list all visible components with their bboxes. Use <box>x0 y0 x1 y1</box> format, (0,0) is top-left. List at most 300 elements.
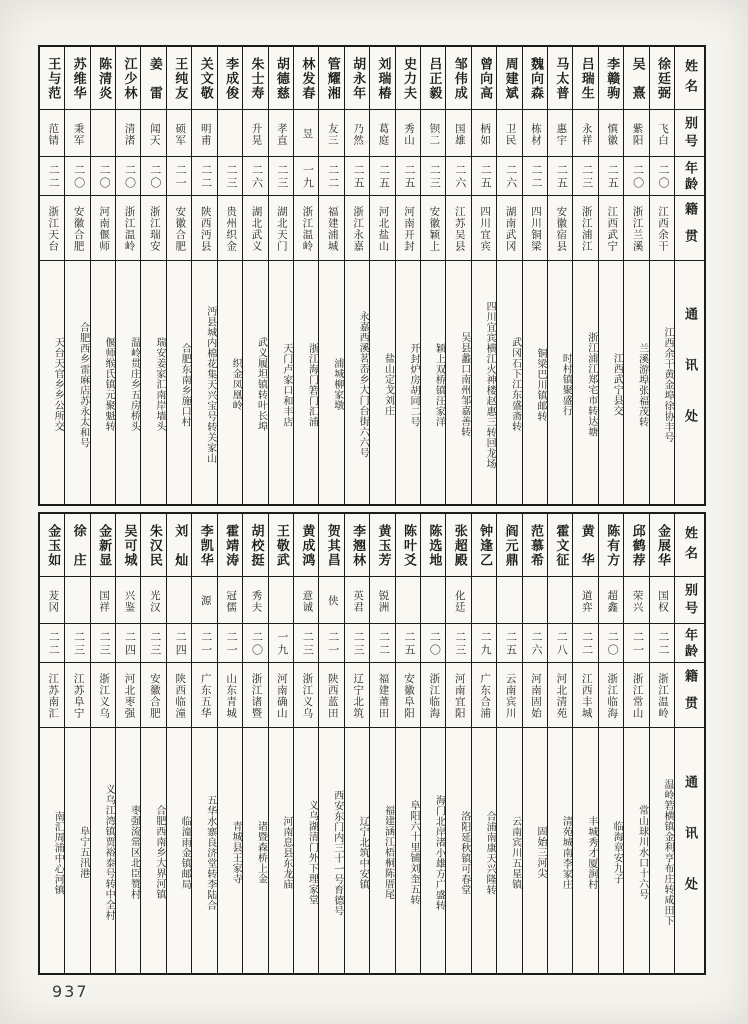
person-address: 合浦南康天兴隆转 <box>484 810 496 895</box>
header-native-place: 籍贯 <box>675 663 704 728</box>
person-alias: 硕军 <box>167 110 191 157</box>
person-name: 苏维华 <box>65 47 89 110</box>
person-native-place: 浙江常山 <box>624 663 648 728</box>
person-native-place: 河南偃师 <box>91 196 115 261</box>
person-name: 霍文征 <box>548 514 572 577</box>
header-address: 通讯处 <box>682 307 697 460</box>
person-age: 二一 <box>624 624 648 663</box>
person-name: 吕瑞生 <box>573 47 597 110</box>
person-age: 二六 <box>243 157 267 196</box>
person-age: 二三 <box>294 624 318 663</box>
person-age: 二〇 <box>65 157 89 196</box>
person-age: 二二 <box>319 157 343 196</box>
person-column <box>649 47 674 504</box>
directory-table-top <box>38 45 706 506</box>
person-age: 二五 <box>396 624 420 663</box>
person-name: 黄 华 <box>573 514 597 577</box>
person-address: 常山球川水口十六号 <box>636 805 648 900</box>
person-alias: 秀山 <box>396 110 420 157</box>
person-alias <box>523 577 547 624</box>
person-address: 天门卢家口和丰店 <box>280 342 292 427</box>
person-name: 张超殿 <box>446 514 470 577</box>
person-column <box>64 514 89 973</box>
person-age: 二三 <box>573 157 597 196</box>
person-native-place: 浙江天台 <box>40 196 64 261</box>
person-alias: 国祥 <box>91 577 115 624</box>
person-column <box>623 47 648 504</box>
person-name: 王与范 <box>40 47 64 110</box>
person-native-place: 陕西临潼 <box>167 663 191 728</box>
person-age: 二一 <box>192 624 216 663</box>
person-column <box>191 514 216 973</box>
person-native-place: 浙江临海 <box>421 663 445 728</box>
person-age: 二六 <box>446 157 470 196</box>
person-column <box>649 514 674 973</box>
person-native-place: 安徽合肥 <box>141 663 165 728</box>
person-alias: 葛庭 <box>370 110 394 157</box>
person-alias: 孝直 <box>269 110 293 157</box>
person-native-place: 陕西蓝田 <box>319 663 343 728</box>
person-address: 温岭贯庄乡五房桥头 <box>128 337 140 432</box>
person-column <box>268 514 293 973</box>
person-name: 王敬武 <box>269 514 293 577</box>
person-age: 二五 <box>370 157 394 196</box>
person-column <box>471 47 496 504</box>
person-alias: 昱 <box>294 110 318 157</box>
person-alias <box>65 577 89 624</box>
person-name: 金玉如 <box>40 514 64 577</box>
person-column <box>445 47 470 504</box>
person-alias: 友三 <box>319 110 343 157</box>
person-alias: 源 <box>192 577 216 624</box>
person-age: 二〇 <box>91 157 115 196</box>
person-address: 开封炉房胡同二号 <box>407 342 419 427</box>
person-column <box>115 47 140 504</box>
header-age: 年龄 <box>675 624 704 663</box>
person-age: 二八 <box>548 624 572 663</box>
person-column <box>395 514 420 973</box>
person-alias: 清渚 <box>116 110 140 157</box>
person-native-place: 浙江义乌 <box>294 663 318 728</box>
person-native-place: 四川宜宾 <box>472 196 496 261</box>
person-native-place: 浙江温岭 <box>294 196 318 261</box>
person-age: 二〇 <box>650 157 674 196</box>
person-name: 李赣驹 <box>599 47 623 110</box>
person-age: 二二 <box>40 157 64 196</box>
person-alias: 飞白 <box>650 110 674 157</box>
person-alias: 荣兴 <box>624 577 648 624</box>
person-address: 枣强流常区北臣赞村 <box>128 805 140 900</box>
person-name: 朱士寿 <box>243 47 267 110</box>
person-alias: 永祥 <box>573 110 597 157</box>
person-age: 二三 <box>218 157 242 196</box>
person-native-place: 四川铜梁 <box>523 196 547 261</box>
person-alias: 英君 <box>345 577 369 624</box>
person-name: 王纯友 <box>167 47 191 110</box>
person-address: 织金凤凰岭 <box>230 358 242 411</box>
person-name: 胡永年 <box>345 47 369 110</box>
person-name: 江少林 <box>116 47 140 110</box>
person-native-place: 广东合浦 <box>472 663 496 728</box>
person-column <box>496 514 521 973</box>
person-address: 浙江海门箬门汇浦 <box>306 342 318 427</box>
person-address: 浙江浦江郑宅市转达塘 <box>585 332 597 437</box>
person-name: 陈叶爻 <box>396 514 420 577</box>
person-native-place: 辽宁北筑 <box>345 663 369 728</box>
person-age: 二〇 <box>116 157 140 196</box>
person-alias <box>472 577 496 624</box>
person-alias: 范锖 <box>40 110 64 157</box>
person-name: 金展华 <box>650 514 674 577</box>
person-alias: 闻天 <box>141 110 165 157</box>
person-column <box>40 514 64 973</box>
person-address: 偃师缑氏镇元聚魁转 <box>103 337 115 432</box>
person-age: 一九 <box>294 157 318 196</box>
person-column <box>445 514 470 973</box>
person-address: 义乌江湾镇贾裕泰号转中全村 <box>103 784 115 921</box>
person-name: 马太普 <box>548 47 572 110</box>
person-age: 二二 <box>573 624 597 663</box>
person-column <box>217 514 242 973</box>
header-alias: 别号 <box>675 577 704 624</box>
person-alias: 乃然 <box>345 110 369 157</box>
person-alias <box>167 577 191 624</box>
person-native-place: 安徽宿县 <box>548 196 572 261</box>
person-native-place: 安徽合肥 <box>167 196 191 261</box>
person-name: 李翘林 <box>345 514 369 577</box>
header-name: 姓名 <box>675 514 704 577</box>
person-native-place: 江西余干 <box>650 196 674 261</box>
header-name: 姓名 <box>675 47 704 110</box>
person-address: 四川宜宾横江火神楼赵惠三转回龙场 <box>484 300 496 469</box>
person-name: 林发春 <box>294 47 318 110</box>
person-alias <box>421 577 445 624</box>
person-age: 二五 <box>548 157 572 196</box>
person-age: 二五 <box>472 157 496 196</box>
person-column <box>471 514 496 973</box>
page-number: 937 <box>52 982 89 1001</box>
person-name: 关文敬 <box>192 47 216 110</box>
person-alias: 钡二 <box>421 110 445 157</box>
person-address: 阜阳六十里铺刘奎五转 <box>407 800 419 905</box>
person-age: 二二 <box>523 157 547 196</box>
person-native-place: 山东青城 <box>218 663 242 728</box>
person-native-place: 江西丰城 <box>573 663 597 728</box>
person-name: 贺其昌 <box>319 514 343 577</box>
person-address: 颖上双桥镇汪家洋 <box>433 342 445 427</box>
person-name: 金新显 <box>91 514 115 577</box>
person-native-place: 贵州织金 <box>218 196 242 261</box>
person-age: 二一 <box>218 624 242 663</box>
person-age: 一九 <box>269 624 293 663</box>
person-name: 阎元鼎 <box>497 514 521 577</box>
person-address: 盐山定戈刘庄 <box>382 353 394 416</box>
person-native-place: 浙江温岭 <box>116 196 140 261</box>
person-address: 合肥东南乡施口村 <box>179 342 191 427</box>
person-native-place: 浙江义乌 <box>91 663 115 728</box>
person-age: 二三 <box>141 624 165 663</box>
person-native-place: 安徽阜阳 <box>396 663 420 728</box>
person-column <box>369 47 394 504</box>
person-age: 二五 <box>396 157 420 196</box>
person-native-place: 广东五华 <box>192 663 216 728</box>
person-address: 瑞安姜家汇南岸墙头 <box>153 337 165 432</box>
person-native-place: 河南固始 <box>523 663 547 728</box>
person-alias: 道弈 <box>573 577 597 624</box>
person-address: 铜梁巴川镇邮转 <box>534 347 546 422</box>
person-age: 二三 <box>421 157 445 196</box>
person-alias <box>218 110 242 157</box>
person-age: 二六 <box>523 624 547 663</box>
person-name: 钟逢乙 <box>472 514 496 577</box>
person-age: 二六 <box>497 157 521 196</box>
person-name: 吕正毅 <box>421 47 445 110</box>
person-age: 二三 <box>65 624 89 663</box>
person-native-place: 河北清苑 <box>548 663 572 728</box>
person-age: 二五 <box>599 157 623 196</box>
person-address: 天台天官乡乡公所交 <box>52 337 64 432</box>
person-alias: 光汉 <box>141 577 165 624</box>
person-column <box>344 47 369 504</box>
person-age: 二五 <box>497 624 521 663</box>
person-column <box>115 514 140 973</box>
person-native-place: 浙江浦江 <box>573 196 597 261</box>
person-native-place: 浙江温岭 <box>650 663 674 728</box>
person-age: 二一 <box>319 624 343 663</box>
person-column <box>217 47 242 504</box>
person-name: 陈选地 <box>421 514 445 577</box>
person-name: 朱汉民 <box>141 514 165 577</box>
person-native-place: 福建浦城 <box>319 196 343 261</box>
person-native-place: 浙江永嘉 <box>345 196 369 261</box>
person-alias <box>269 577 293 624</box>
person-alias: 锐洲 <box>370 577 394 624</box>
person-native-place: 浙江兰溪 <box>624 196 648 261</box>
person-name: 胡校挺 <box>243 514 267 577</box>
person-name: 胡德慈 <box>269 47 293 110</box>
person-age: 二三 <box>345 624 369 663</box>
header-age: 年龄 <box>675 157 704 196</box>
person-name: 刘 灿 <box>167 514 191 577</box>
person-alias: 侠 <box>319 577 343 624</box>
person-native-place: 浙江瑞安 <box>141 196 165 261</box>
person-native-place: 江苏阜宁 <box>65 663 89 728</box>
person-age: 二九 <box>472 624 496 663</box>
person-native-place: 云南宾川 <box>497 663 521 728</box>
person-address: 武义履坦镇转叶长埠 <box>255 337 267 432</box>
person-column <box>64 47 89 504</box>
person-address: 诸暨森桥上金 <box>255 821 267 884</box>
person-name: 周建斌 <box>497 47 521 110</box>
person-address: 兰溪游埠张福茂转 <box>636 342 648 427</box>
person-name: 史力夫 <box>396 47 420 110</box>
header-address: 通讯处 <box>682 775 697 928</box>
person-column <box>572 47 597 504</box>
person-alias: 兴鉴 <box>116 577 140 624</box>
person-name: 曾向高 <box>472 47 496 110</box>
header-column <box>674 47 704 504</box>
person-alias: 紫阳 <box>624 110 648 157</box>
person-age: 二四 <box>116 624 140 663</box>
person-alias: 超鑫 <box>599 577 623 624</box>
person-column <box>623 514 648 973</box>
person-address: 青城县王家寺 <box>230 821 242 884</box>
person-alias: 秉军 <box>65 110 89 157</box>
person-alias <box>396 577 420 624</box>
person-name: 陈有方 <box>599 514 623 577</box>
person-address: 江西武宁县交 <box>611 353 623 416</box>
person-address: 阜宁五汛港 <box>77 826 89 879</box>
person-address: 沔县城内棉花集天兴宝号转关家山 <box>204 305 216 464</box>
person-alias: 国雄 <box>446 110 470 157</box>
person-alias <box>497 577 521 624</box>
person-alias: 茇冈 <box>40 577 64 624</box>
person-address: 五华水寨良济堂转李陆合 <box>204 794 216 911</box>
person-column <box>242 47 267 504</box>
person-address: 临潼雨金镇邮局 <box>179 815 191 890</box>
person-native-place: 江苏吴县 <box>446 196 470 261</box>
person-native-place: 安徽颖上 <box>421 196 445 261</box>
person-address: 西安东门内三十一号育德号 <box>331 789 343 916</box>
person-address: 云南宾川五星镇 <box>509 815 521 890</box>
person-native-place: 安徽合肥 <box>65 196 89 261</box>
person-column <box>318 514 343 973</box>
person-age: 二二 <box>40 624 64 663</box>
person-alias: 明甫 <box>192 110 216 157</box>
person-column <box>344 514 369 973</box>
person-column <box>598 514 623 973</box>
person-native-place: 江苏南汇 <box>40 663 64 728</box>
person-native-place: 湖南武冈 <box>497 196 521 261</box>
person-name: 陈清炎 <box>91 47 115 110</box>
person-column <box>369 514 394 973</box>
header-native-place: 籍贯 <box>675 196 704 261</box>
person-name: 刘瑞椿 <box>370 47 394 110</box>
person-column <box>572 514 597 973</box>
person-name: 霍靖涛 <box>218 514 242 577</box>
person-alias: 惠宇 <box>548 110 572 157</box>
person-column <box>496 47 521 504</box>
person-column <box>191 47 216 504</box>
person-address: 辽宁北筑中安镇 <box>357 815 369 890</box>
person-address: 江西余干黄金埠徐协丰号 <box>662 326 673 443</box>
person-age: 二四 <box>167 624 191 663</box>
person-native-place: 福建莆田 <box>370 663 394 728</box>
person-column <box>522 514 547 973</box>
person-column <box>268 47 293 504</box>
person-column <box>90 47 115 504</box>
person-column <box>395 47 420 504</box>
person-name: 邱鹤荐 <box>624 514 648 577</box>
person-column <box>293 514 318 973</box>
person-native-place: 江西武宁 <box>599 196 623 261</box>
person-alias: 化廷 <box>446 577 470 624</box>
person-name: 黄玉芳 <box>370 514 394 577</box>
person-alias: 栋材 <box>523 110 547 157</box>
person-column <box>140 514 165 973</box>
person-name: 李成俊 <box>218 47 242 110</box>
person-name: 邹伟成 <box>446 47 470 110</box>
person-address: 清苑城南李家庄 <box>560 815 572 890</box>
person-age: 二〇 <box>141 157 165 196</box>
person-age: 二二 <box>650 624 674 663</box>
person-age: 二〇 <box>421 624 445 663</box>
person-name: 吴 熹 <box>624 47 648 110</box>
person-name: 姜 雷 <box>141 47 165 110</box>
person-age: 二五 <box>345 157 369 196</box>
person-native-place: 河南确山 <box>269 663 293 728</box>
person-alias <box>91 110 115 157</box>
person-name: 管耀湘 <box>319 47 343 110</box>
person-age: 二一 <box>167 157 191 196</box>
person-address: 吴县蠡口南州邹嘉善转 <box>458 332 470 437</box>
person-address: 丰城秀才厦涧村 <box>585 815 597 890</box>
person-native-place: 河南开封 <box>396 196 420 261</box>
person-age: 二三 <box>91 624 115 663</box>
person-alias: 卫民 <box>497 110 521 157</box>
person-alias: 升晃 <box>243 110 267 157</box>
person-native-place: 陕西沔县 <box>192 196 216 261</box>
person-alias: 冠儒 <box>218 577 242 624</box>
person-address: 临海章安九子 <box>611 821 623 884</box>
person-column <box>40 47 64 504</box>
person-native-place: 湖北天门 <box>269 196 293 261</box>
person-native-place: 河南宜阳 <box>446 663 470 728</box>
person-name: 徐廷弼 <box>650 47 674 110</box>
person-age: 二〇 <box>624 157 648 196</box>
person-column <box>420 514 445 973</box>
person-age: 二二 <box>370 624 394 663</box>
person-address: 合肥西南乡大界河镇 <box>153 805 165 900</box>
person-age: 二〇 <box>599 624 623 663</box>
person-address: 时村镇聚盛行 <box>560 353 572 416</box>
person-name: 吴可城 <box>116 514 140 577</box>
person-native-place: 河北枣强 <box>116 663 140 728</box>
person-column <box>547 47 572 504</box>
person-alias <box>548 577 572 624</box>
person-address: 海门北岸渚小雄方广盛转 <box>433 794 445 911</box>
person-address: 永嘉西溪茗岙乡大门台街六六号 <box>357 311 369 458</box>
person-address: 河南息县东龙庙 <box>280 815 292 890</box>
directory-table-bottom <box>38 512 706 975</box>
header-column <box>674 514 704 973</box>
person-column <box>140 47 165 504</box>
person-address: 福建涵江梧桐陈厝尾 <box>382 805 394 900</box>
person-address: 温岭箬横镇金利亨布庄转咸田下 <box>662 779 673 926</box>
person-address: 固始三河尖 <box>534 826 546 879</box>
person-column <box>90 514 115 973</box>
person-address: 南汇周浦中心河镇 <box>52 810 64 895</box>
person-column <box>522 47 547 504</box>
person-alias: 慎徽 <box>599 110 623 157</box>
person-column <box>166 514 191 973</box>
person-native-place: 浙江诸暨 <box>243 663 267 728</box>
person-column <box>242 514 267 973</box>
person-column <box>166 47 191 504</box>
person-column <box>547 514 572 973</box>
person-column <box>318 47 343 504</box>
person-address: 武冈石下江东盛斋转 <box>509 337 521 432</box>
person-alias: 柄如 <box>472 110 496 157</box>
person-name: 徐 庄 <box>65 514 89 577</box>
person-native-place: 河北盐山 <box>370 196 394 261</box>
person-native-place: 湖北武义 <box>243 196 267 261</box>
person-alias: 秀夫 <box>243 577 267 624</box>
person-alias: 国权 <box>650 577 674 624</box>
person-address: 合肥西乡雷麻店苏永太和号 <box>77 321 89 448</box>
person-age: 二三 <box>446 624 470 663</box>
person-native-place: 浙江临海 <box>599 663 623 728</box>
